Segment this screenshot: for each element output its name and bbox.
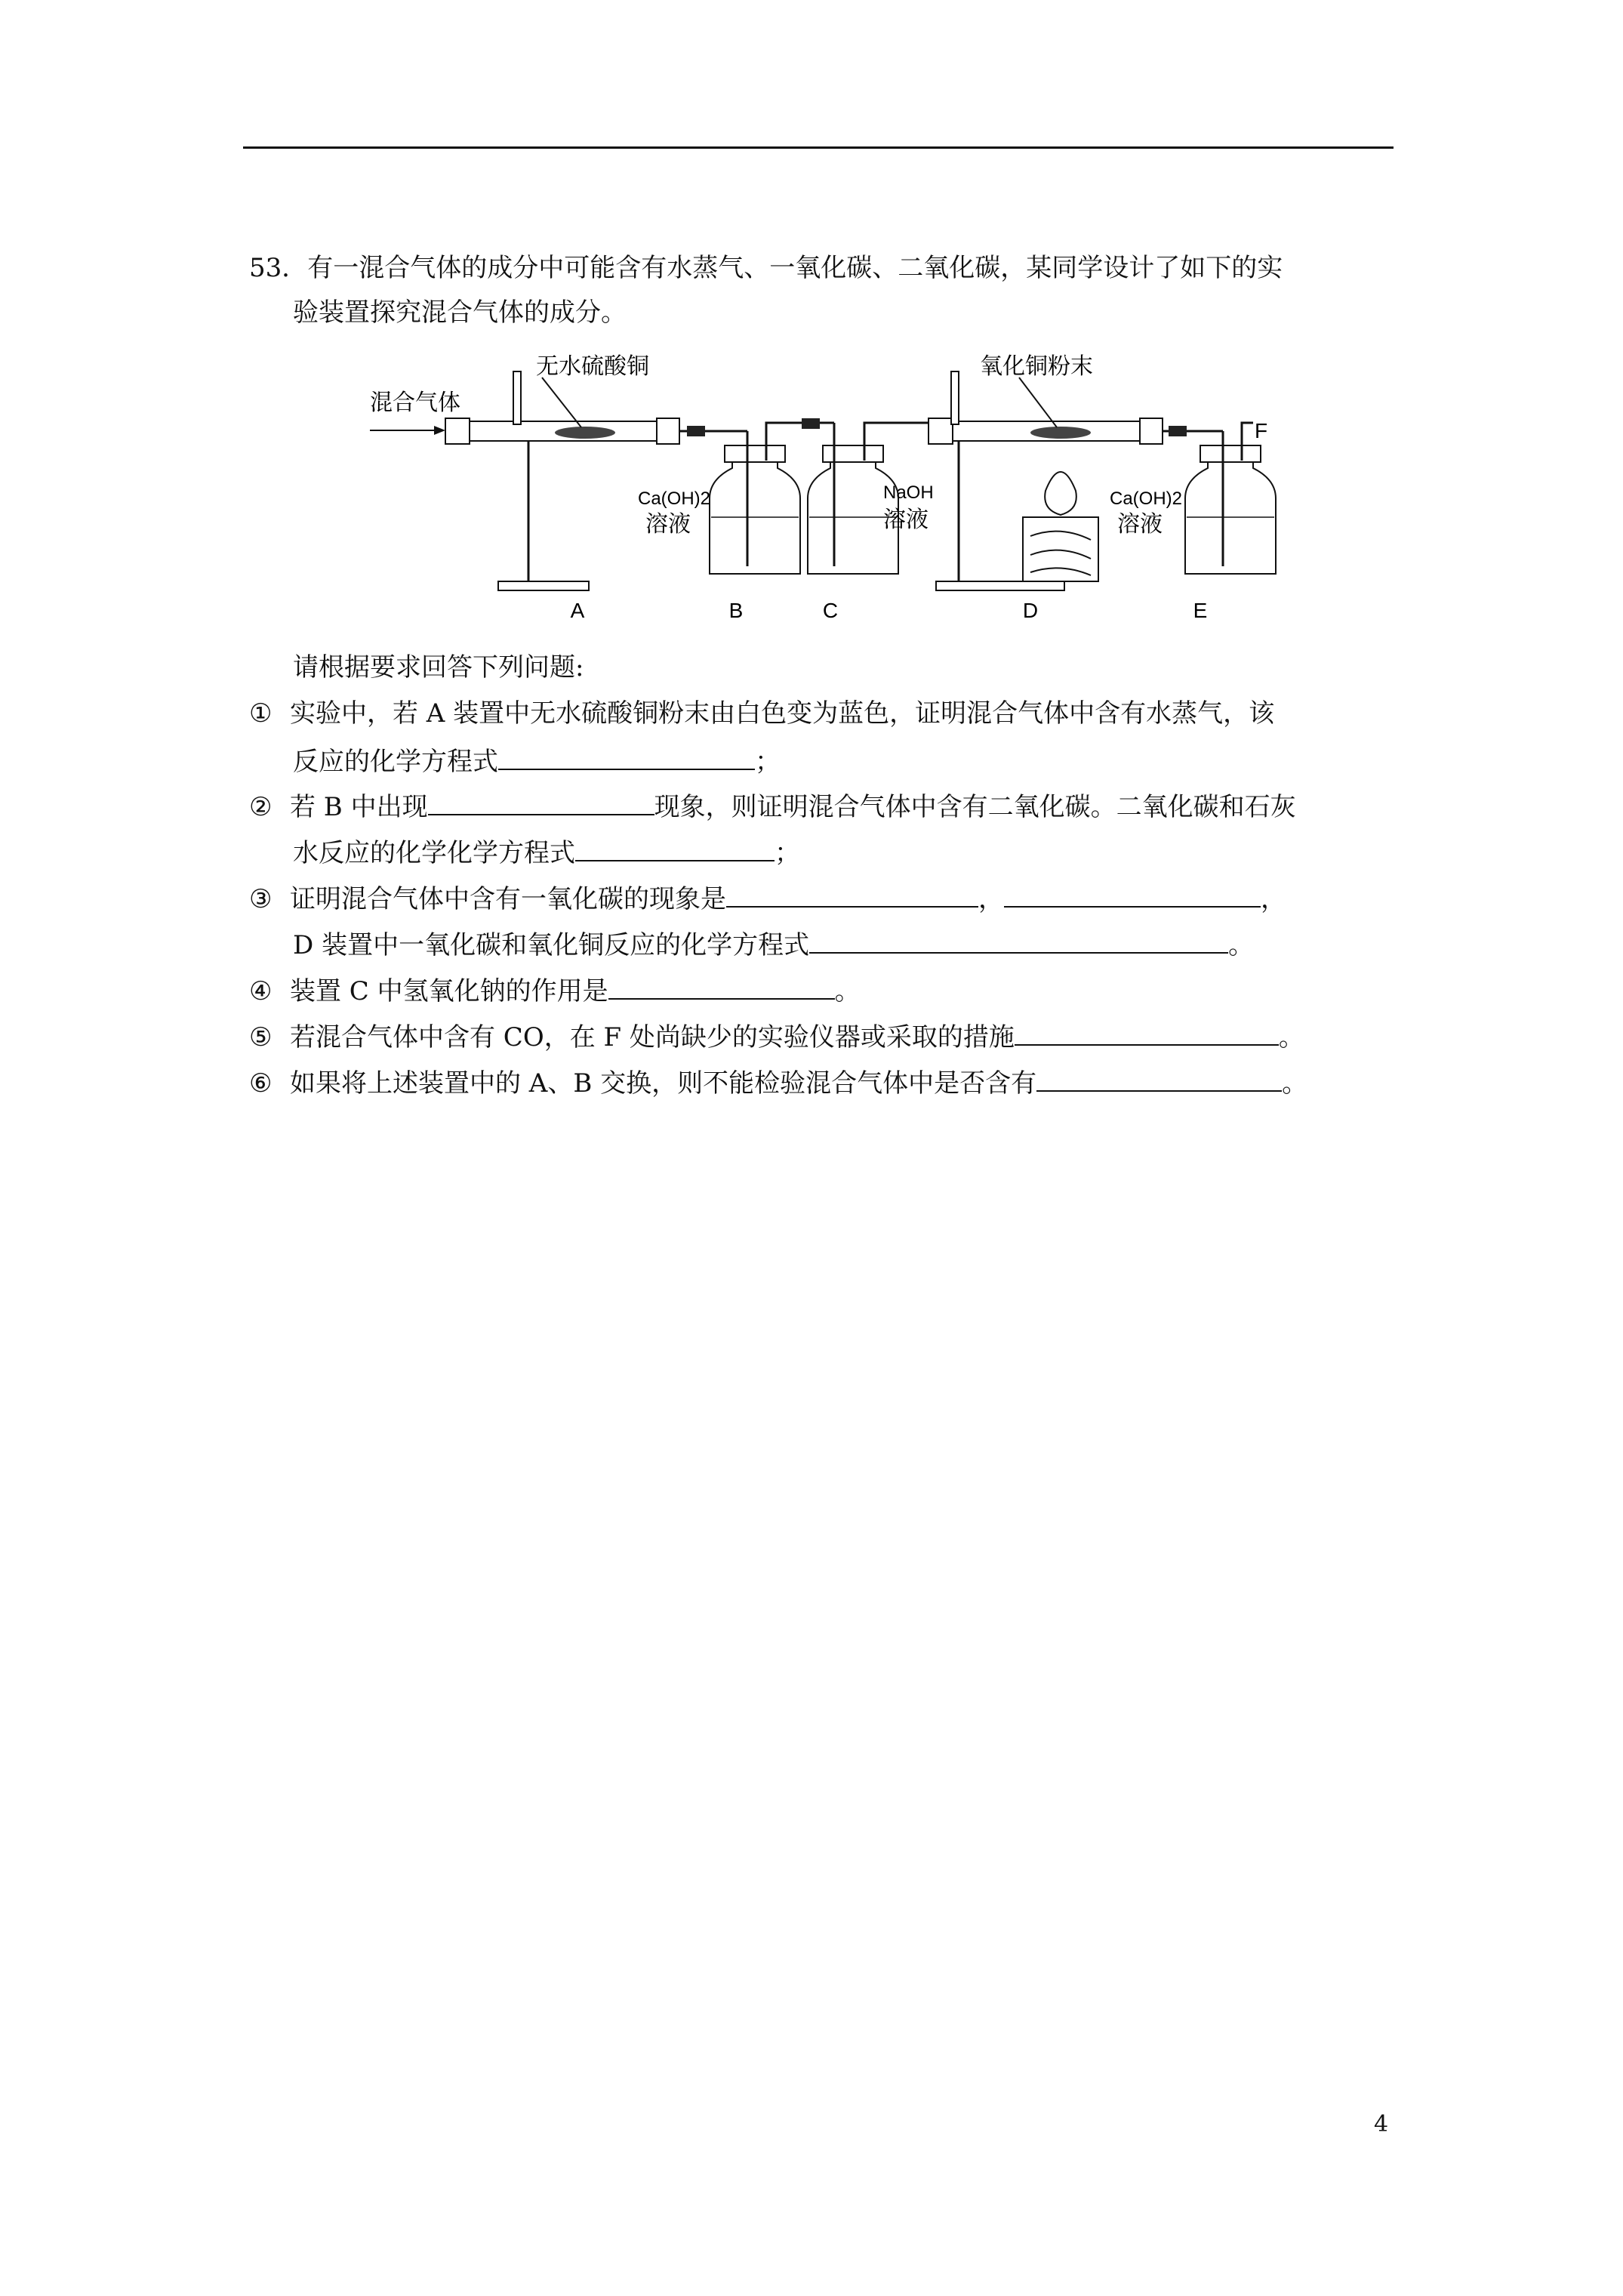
item-2-end: ；	[775, 838, 800, 868]
stopper-d-right	[1140, 418, 1163, 444]
powder-d	[1030, 427, 1091, 439]
item-1-text: 实验中，若 A 装置中无水硫酸铜粉末由白色变为蓝色，证明混合气体中含有水蒸气，该	[290, 698, 1275, 729]
thermometer-d	[951, 371, 959, 424]
page-number: 4	[1374, 2111, 1389, 2137]
item-5-text: 若混合气体中含有 CO，在 F 处尚缺少的实验仪器或采取的措施	[290, 1022, 1015, 1052]
item-5-end: 。	[1278, 1022, 1304, 1052]
item-2-answer-blank-2[interactable]	[575, 834, 775, 861]
reagent-d-label: 氧化铜粉末	[980, 354, 1093, 379]
flame-icon	[1045, 472, 1076, 515]
stopper-d-left	[929, 418, 953, 444]
item-2-mark: ②	[249, 792, 273, 822]
item-3-end: 。	[1228, 930, 1255, 960]
stopper-b	[725, 445, 785, 462]
stopper-e	[1200, 445, 1261, 462]
item-1-line2	[293, 743, 781, 778]
item-2-answer-blank-1[interactable]	[428, 788, 654, 815]
question-stem: 有一混合气体的成分中可能含有水蒸气、一氧化碳、二氧化碳，某同学设计了如下的实	[307, 253, 1283, 283]
item-3-answer-blank-1[interactable]	[726, 880, 978, 908]
item-3-line1	[249, 880, 1286, 916]
label-b: B	[728, 599, 744, 622]
header-rule	[243, 146, 1394, 149]
item-5-answer-blank[interactable]	[1015, 1019, 1279, 1046]
item-4-line	[249, 972, 861, 1008]
item-2-line1	[249, 788, 1296, 824]
pointer-a	[542, 378, 581, 427]
stand-base-a	[498, 581, 589, 590]
label-c: C	[822, 599, 839, 622]
item-3-sep: ，	[978, 884, 1004, 914]
item-2-text-post: 现象，则证明混合气体中含有二氧化碳。二氧化碳和石灰	[654, 792, 1296, 822]
bottle-b	[710, 453, 800, 574]
item-4-mark: ④	[249, 976, 273, 1006]
solution-b-name: 溶液	[645, 512, 691, 537]
solution-c-formula: NaOH	[883, 482, 934, 503]
tube-a	[445, 421, 664, 441]
item-4-text: 装置 C 中氢氧化钠的作用是	[290, 976, 608, 1006]
question-number: 53．	[249, 253, 308, 283]
coupling-ab	[687, 426, 705, 436]
label-d: D	[1022, 599, 1039, 622]
label-a: A	[570, 599, 585, 622]
item-4-answer-blank[interactable]	[608, 972, 835, 1000]
reagent-a-label: 无水硫酸铜	[536, 354, 649, 379]
item-5-line	[249, 1019, 1304, 1054]
coupling-bc	[802, 418, 820, 429]
item-1-line1	[249, 697, 1274, 730]
powder-a	[555, 427, 615, 439]
stopper-a-left	[445, 418, 470, 444]
item-2-line2	[293, 834, 800, 870]
item-3-text: 证明混合气体中含有一氧化碳的现象是	[290, 884, 726, 914]
question-stem-line2: 验装置探究混合气体的成分。	[293, 297, 627, 328]
item-6-end: 。	[1282, 1068, 1308, 1099]
stopper-a-right	[657, 418, 679, 444]
label-e: E	[1193, 599, 1208, 622]
item-2-text2: 水反应的化学化学方程式	[293, 838, 575, 868]
bottle-e	[1185, 453, 1276, 574]
item-3-sep2: ，	[1261, 884, 1286, 914]
stand-base-d	[936, 581, 1064, 590]
solution-e-name: 溶液	[1117, 512, 1163, 537]
item-3-line2	[293, 926, 1254, 962]
item-3-text2: D 装置中一氧化碳和氧化铜反应的化学方程式	[293, 930, 810, 960]
item-6-mark: ⑥	[249, 1068, 273, 1099]
item-6-text: 如果将上述装置中的 A、B 交换，则不能检验混合气体中是否含有	[290, 1068, 1037, 1099]
thermometer-a	[513, 371, 521, 424]
item-3-mark: ③	[249, 884, 273, 914]
item-6-answer-blank[interactable]	[1036, 1065, 1282, 1092]
solution-c-name: 溶液	[883, 507, 929, 532]
coupling-de	[1169, 426, 1187, 436]
item-1-end: ；	[755, 747, 781, 777]
inlet-arrowhead	[434, 426, 445, 435]
item-2-text: 若 B 中出现	[290, 792, 428, 822]
item-5-mark: ⑤	[249, 1022, 273, 1052]
solution-b-formula: Ca(OH)2	[638, 488, 711, 509]
pointer-d	[1019, 378, 1057, 427]
item-1-mark: ①	[249, 698, 273, 729]
item-3-answer-blank-3[interactable]	[809, 926, 1228, 954]
question-stem-line1	[249, 251, 1283, 285]
item-4-end: 。	[834, 976, 861, 1006]
apparatus-diagram	[355, 347, 1283, 627]
item-1-answer-blank[interactable]	[498, 743, 755, 770]
item-6-line	[249, 1065, 1307, 1100]
inlet-label: 混合气体	[370, 390, 460, 415]
outlet-label-f: F	[1255, 419, 1268, 442]
answer-prompt: 请根据要求回答下列问题:	[293, 652, 584, 683]
item-3-answer-blank-2[interactable]	[1004, 880, 1261, 908]
item-1-text2: 反应的化学方程式	[293, 747, 498, 777]
stopper-c	[823, 445, 883, 462]
solution-e-formula: Ca(OH)2	[1110, 488, 1183, 509]
